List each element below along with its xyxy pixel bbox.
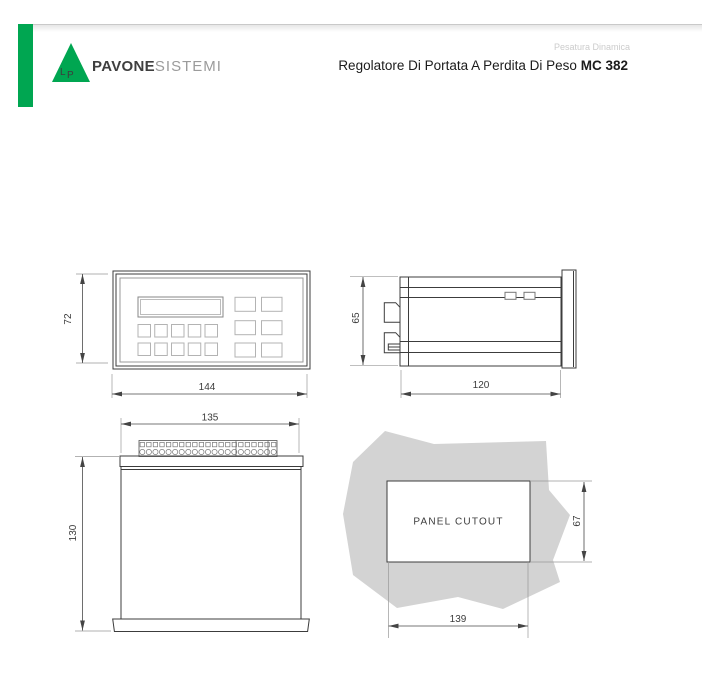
header-shade (33, 25, 702, 32)
panel-cutout-drawing (335, 420, 607, 645)
dim-label-139: 139 (449, 614, 467, 625)
svg-text:L: L (60, 67, 66, 78)
dimension-side-depth (401, 370, 561, 398)
dim-label-135: 135 (201, 412, 219, 424)
dim-label-130: 130 (68, 524, 79, 542)
tagline: Pesatura Dinamica (553, 42, 630, 52)
brand-logo-icon (52, 43, 90, 82)
accent-bar (18, 24, 33, 107)
front-view-drawing (55, 258, 320, 405)
brand-name (92, 58, 222, 75)
side-connectors (505, 292, 535, 299)
display-window (138, 297, 223, 317)
side-case (400, 277, 561, 366)
front-flange (113, 619, 310, 632)
brand-primary: PAVONE (92, 58, 155, 75)
dim-label-65: 65 (351, 312, 362, 324)
mounting-clips (384, 303, 400, 353)
dim-label-67: 67 (572, 515, 583, 527)
dim-label-144: 144 (198, 382, 216, 393)
function-keys (235, 297, 282, 357)
rear-case (113, 456, 310, 632)
keypad (138, 325, 218, 356)
side-view-drawing (340, 255, 585, 405)
title-text: Regolatore Di Portata A Perdita Di Peso (338, 58, 577, 73)
dimension-front-width (112, 374, 307, 398)
front-panel-edge (562, 270, 576, 368)
brand-secondary: SISTEMI (154, 58, 222, 75)
svg-text:P: P (67, 70, 74, 81)
terminal-strip (139, 441, 277, 457)
dimension-front-height (63, 274, 108, 363)
dim-label-72: 72 (63, 313, 74, 325)
dimension-rear-height (68, 457, 119, 632)
rear-view-drawing (55, 412, 325, 640)
cutout-label: PANEL CUTOUT (413, 516, 504, 528)
model-code: MC 382 (580, 58, 628, 73)
dim-label-120: 120 (472, 380, 490, 391)
page-title (338, 58, 628, 73)
